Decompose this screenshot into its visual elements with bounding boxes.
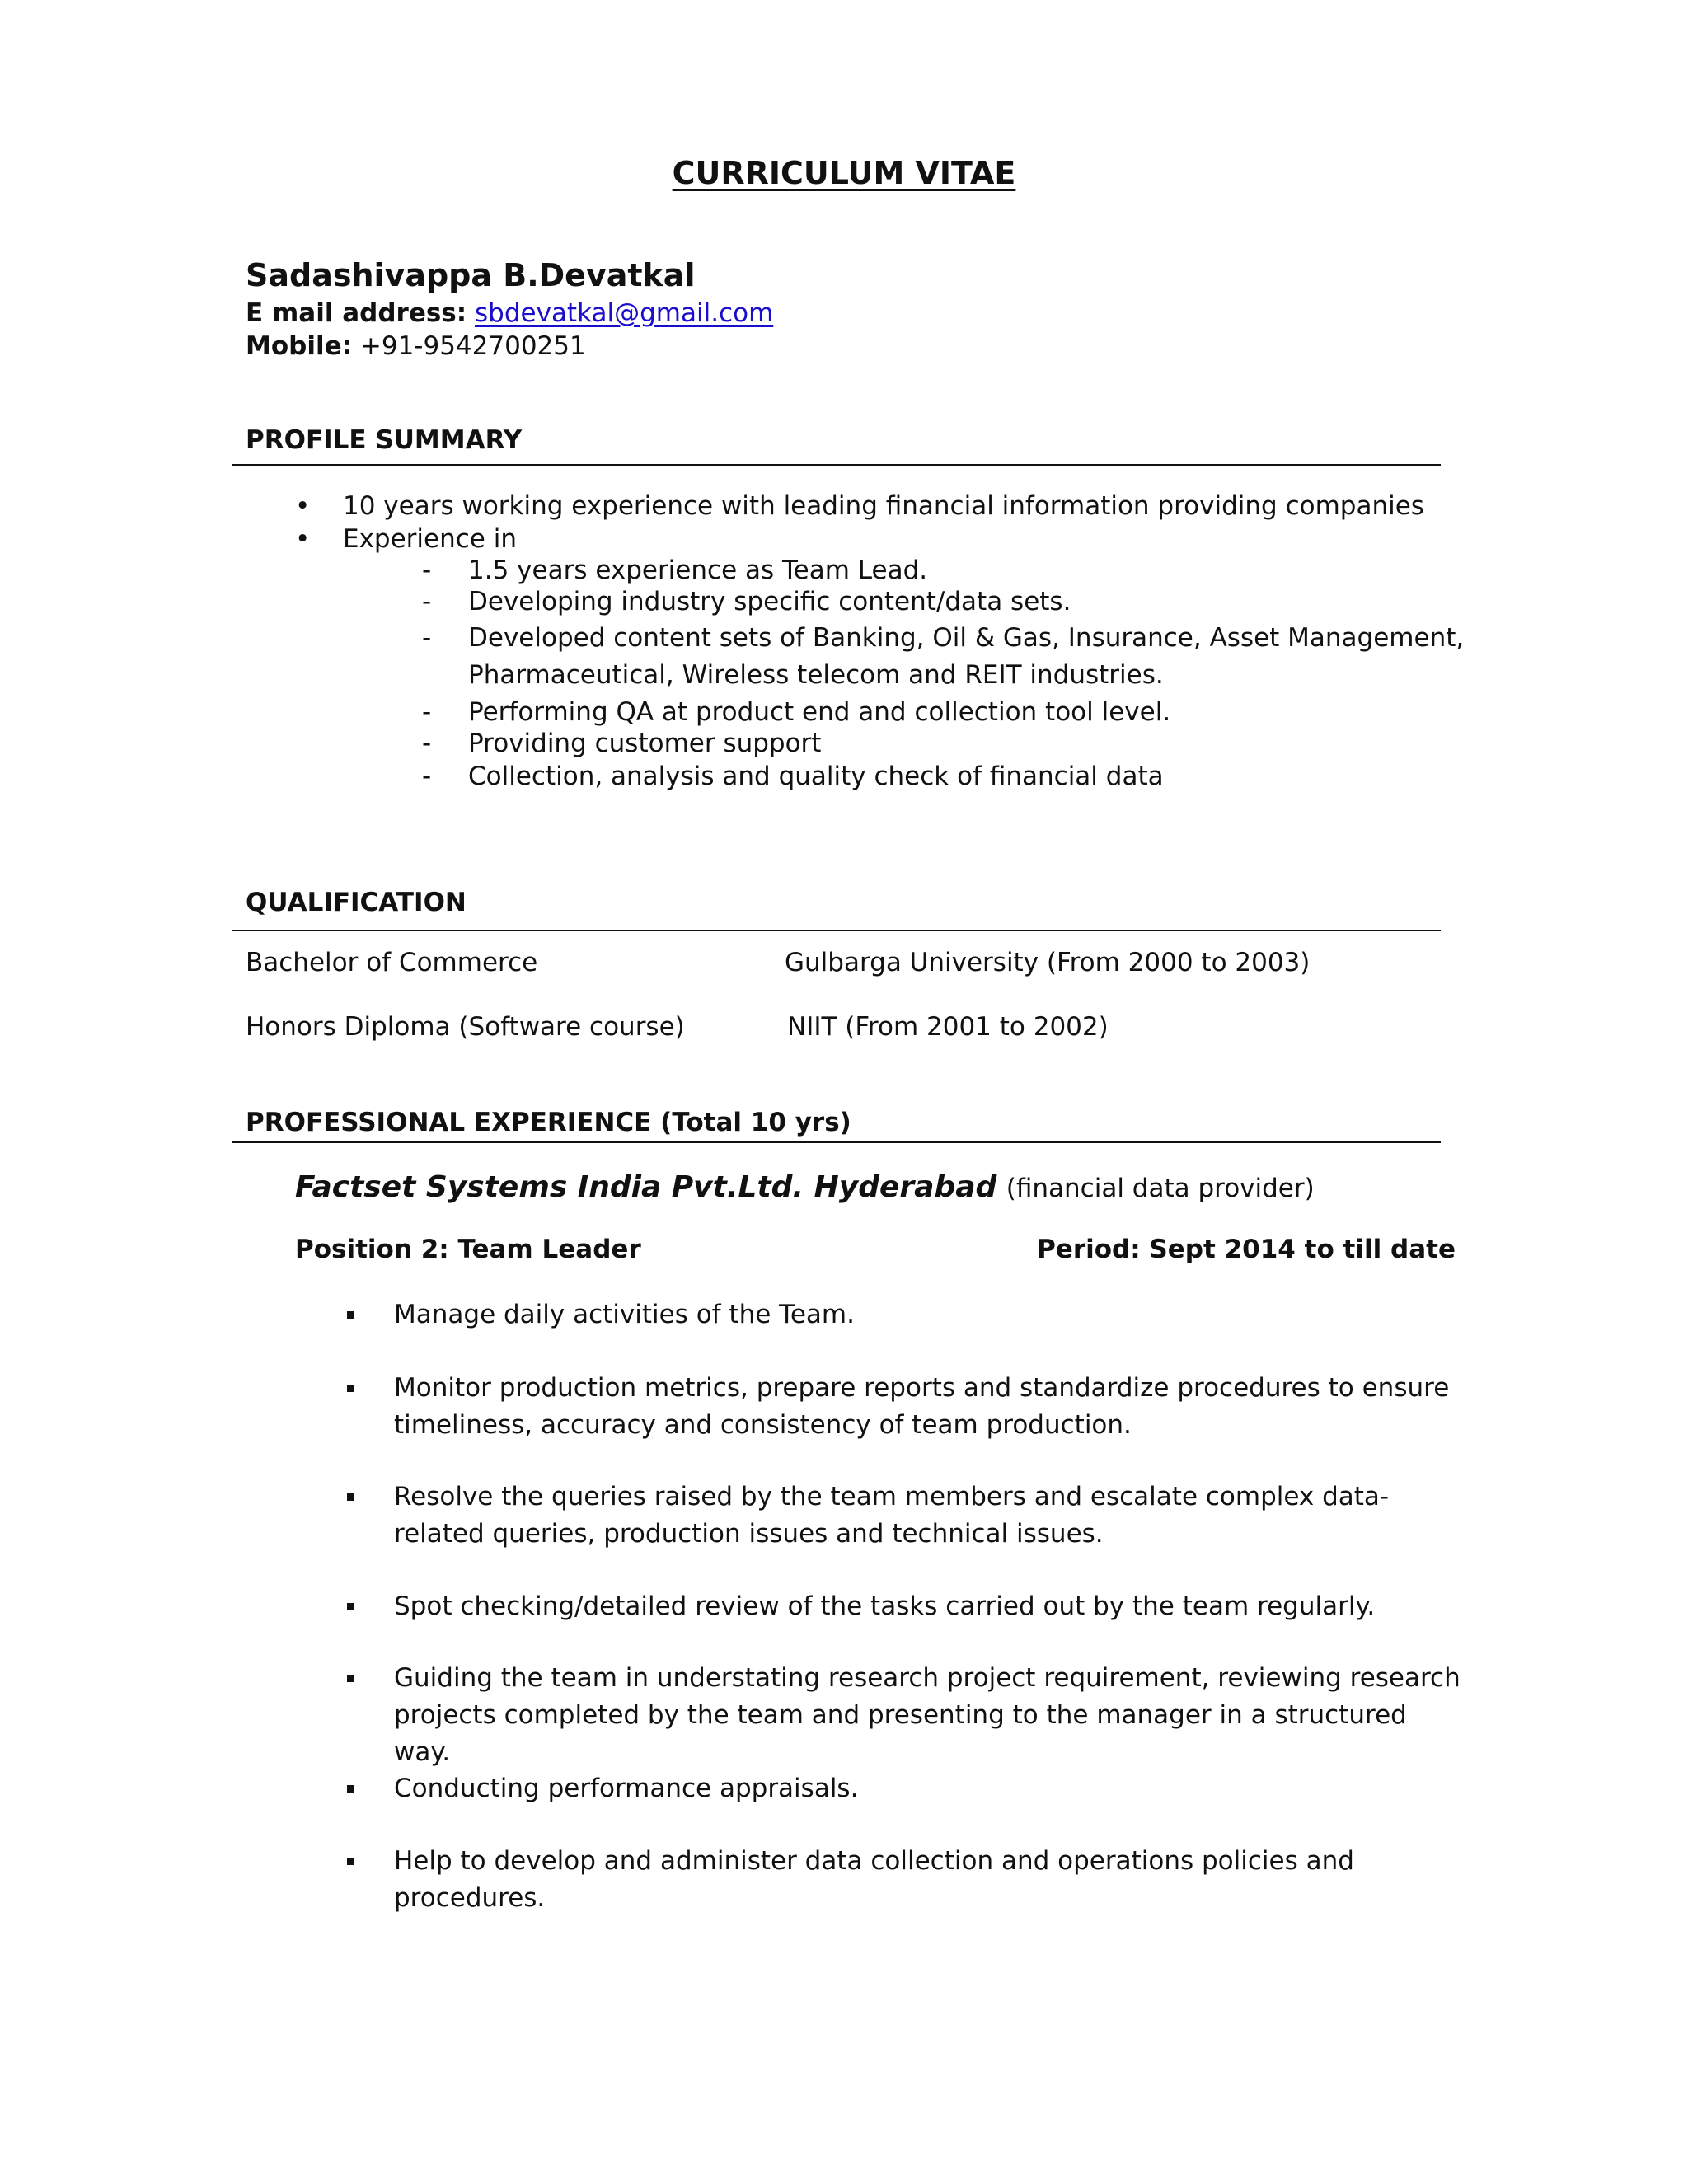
qualification-rule [232,930,1441,931]
responsibility-item: Spot checking/detailed review of the tasks carried out by the team regularly. [394,1591,1376,1621]
summary-sub-item: Collection, analysis and quality check of financial data [468,762,1164,791]
email-line [246,298,773,328]
qualification-degree: Bachelor of Commerce [246,948,538,977]
summary-sub-item: Developing industry specific content/data sets. [468,587,1071,616]
mobile-label: Mobile: [246,331,353,361]
bullet-dot: • [295,491,311,521]
summary-sub-item: Developed content sets of Banking, Oil & Gas, Insurance, Asset Management, [468,623,1465,653]
email-link[interactable]: sbdevatkal@gmail.com [475,298,774,328]
dash-marker: - [422,623,432,653]
profile-summary-heading: PROFILE SUMMARY [246,425,523,455]
dash-marker: - [422,587,432,616]
summary-bullet: Experience in [343,524,517,554]
experience-heading: PROFESSIONAL EXPERIENCE (Total 10 yrs) [246,1108,851,1137]
profile-summary-rule [232,464,1441,466]
company-description: (financial data provider) [1006,1174,1315,1203]
document-title: CURRICULUM VITAE [672,155,1016,191]
experience-rule [232,1141,1441,1143]
qualification-degree: Honors Diploma (Software course) [246,1012,685,1042]
mobile-line [246,331,586,361]
company-line [295,1170,1315,1204]
candidate-name: Sadashivappa B.Devatkal [246,257,696,293]
responsibility-item: Conducting performance appraisals. [394,1774,859,1803]
dash-marker: - [422,762,432,791]
dash-marker: - [422,697,432,727]
company-name: Factset Systems India Pvt.Ltd. Hyderabad [295,1170,997,1204]
responsibility-item: Guiding the team in understating research project requirement, reviewing research projects completed by the team and presenting to the manager in a structured way. [394,1663,1461,1767]
dash-marker: - [422,729,432,758]
square-bullet [347,1785,354,1793]
square-bullet [347,1858,354,1865]
square-bullet [347,1675,354,1682]
square-bullet [347,1603,354,1610]
mobile-number: +91-9542700251 [359,331,586,361]
qualification-heading: QUALIFICATION [246,888,467,917]
position-title: Position 2: Team Leader [295,1235,641,1264]
square-bullet [347,1385,354,1392]
qualification-institution: NIIT (From 2001 to 2002) [787,1012,1109,1042]
responsibility-item: Manage daily activities of the Team. [394,1300,855,1329]
summary-sub-item: Performing QA at product end and collection tool level. [468,697,1171,727]
responsibility-item: Monitor production metrics, prepare reports and standardize procedures to ensure timeliness, accuracy and consistency of team production. [394,1373,1450,1440]
summary-sub-item: 1.5 years experience as Team Lead. [468,555,928,585]
summary-sub-item-continued: Pharmaceutical, Wireless telecom and REIT industries. [468,660,1164,690]
qualification-institution: Gulbarga University (From 2000 to 2003) [785,948,1311,977]
responsibility-item: Resolve the queries raised by the team members and escalate complex data-related queries, production issues and technical issues. [394,1482,1390,1549]
square-bullet [347,1311,354,1319]
responsibility-item: Help to develop and administer data collection and operations policies and procedures. [394,1846,1354,1913]
square-bullet [347,1493,354,1501]
bullet-dot: • [295,524,311,554]
position-period: Period: Sept 2014 to till date [1037,1235,1456,1264]
dash-marker: - [422,555,432,585]
email-label: E mail address: [246,298,467,328]
summary-sub-item: Providing customer support [468,729,822,758]
summary-bullet: 10 years working experience with leading financial information providing companies [343,491,1424,521]
